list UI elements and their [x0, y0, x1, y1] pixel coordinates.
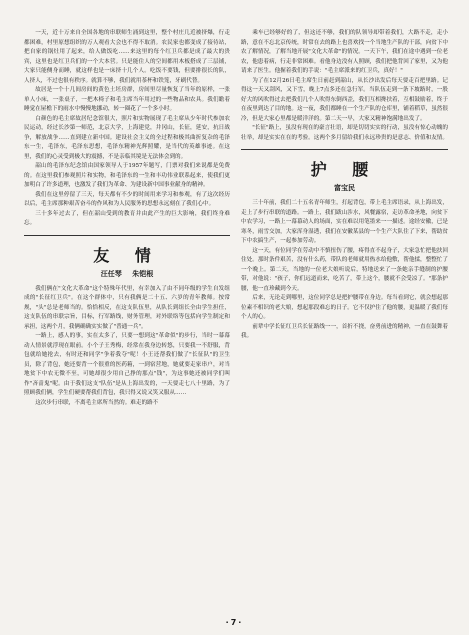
section-divider — [24, 235, 230, 236]
paragraph: 三十多年过去了，但在韶山受到的教育并由此产生的巨大影响，我们终身难忘。 — [24, 210, 230, 226]
author-name: 汪任琴 — [100, 268, 122, 278]
article-title: 护 腰 — [310, 160, 379, 179]
paragraph: "长征"路上，虽没有现在的豪言壮语，却是切切实实的行动，虽没有惊心动魄的壮举，却是实实在在的考验。这两个多月留给我们永远珍贵的是意志、价值和友情。 — [241, 125, 448, 141]
article-title: 友 情 — [93, 245, 161, 265]
paragraph: 故居是一个十几间房间的黄色土坯房群，房间里尽量恢复了当年的原样，一张单人小床，一张桌子，一把木椅子和毛主席当年用过的一些物品和农具。我们瞻着睡觉在屋檐下的雨水中慢慢地挪动，转一圈花了一个多小时。 — [24, 87, 230, 112]
paragraph: 我们俩在"文化大革命"这个特殊年代里，有幸加入了由不同年级的学生自发组成的"长征红卫兵"。在这个群体中，只有我俩是二十五、六岁的青年教师。按常规，"头"总是老师当的。恰恰相反，在这支队伍里，从队长到组长全由学生担任，这支队伍的串联宗旨，目标，行军路线，财务管理，对外联络等包括向学生制定和承担，这两个月，我俩确确实实做了"普通一兵"。 — [24, 285, 230, 330]
paragraph: 我们在这里停留了三天，每天都有不少的时间用来学习和参观，有了这次经历以后，毛主席那种艰苦奋斗的作风和为人民服务的思想永远刻在了我们心中。 — [24, 191, 230, 207]
author-name: 朱铠根 — [132, 268, 154, 278]
right-column — [241, 29, 448, 623]
article-body — [241, 199, 448, 342]
article-byline — [24, 268, 230, 280]
left-column — [24, 29, 230, 623]
paragraph: 这一天，有位同学在劳动中不慎扭伤了腰，疼得直不起身子，大家急忙把他扶回住处。那时条件艰苦，没有什么药，带队的老师就用热水给他敷，帮他揉，整整忙了一个晚上。第二天，当地的一位老大娘听说后，特地送来了一条她亲手缝制的护腰带，对他说："孩子，你们远道而来，吃苦了，带上这个，腰就不会受凉了。"那条护腰，他一直珍藏到今天。 — [241, 247, 448, 292]
paragraph: 前辈中学长征红卫兵长征路线一一，首折不挠，奋勇前进的精神，一直在鼓舞着我。 — [241, 323, 448, 339]
paragraph: 一路上，感人的事，实在太多了，只要一想到这"革命似"的步行，当时一幕幕动人情景就浮现在眼前。小个子王秀梅，经常在我身边转悠，只要我一不舒服，背包就给她抢去，有时还和同学"争着我夺"呢！小王还帮我们做了"长征队"的卫生员，除了背包，她还要背一个很重的医药箱，一到宿营地，她就要走家串户，对当地贫下中农无微不至，可她却很少用自己挣的那点"钱"，为这事她还被同学们叫作"吝啬鬼"呢。由于我们这支"队伍"是从上海出发的，一天要走七八十里路，为了照顾我们俩，学生们硬要帮我们背包，我只得又说又笑又服从…… — [24, 333, 230, 396]
paragraph: 韶山的毛泽东纪念馆由国家领导人于1957年题写，门票对我们来说都是免费的。在这里我们参观照片和实物，和毛泽东的一生和丰功伟业联系起来，使我们更加明白了许多道理，也激发了我们为革命、为建设新中国事业献身的精神。 — [24, 163, 230, 188]
page-number: ·7· — [225, 618, 244, 627]
right-continued-article — [241, 29, 448, 143]
article-byline — [241, 182, 448, 194]
paragraph: 乘车已经够好的了，但这还不够，我们的队领导却带着我们，大路不走，走小路，意在不忘北京传统，时常在去的路上也喜欢找一个当地生产队的干部，向贫下中农了解情况，了解当地开展"文化大革命"的情况。一天下午，我们在途中遇到一位老农，他患着病，行走非常困难。看他身边没有人照顾，我们把他背回了家里，又为他请来了医生。他握着我们的手说："毛主席派来的红卫兵，真好！" — [241, 30, 448, 74]
author-name: 富宝民 — [334, 183, 355, 192]
paragraph: 这次步行串联，不离毛主席所当然的。难走的路不 — [35, 399, 159, 406]
paragraph: 为了在12月26日毛主席生日前赶到韶山，从长沙出发后每天要走百把里路。记得这一天又刮风，又下雪，晚上7点多还在急行军。当队伍走到一条下坡路时，一股好大的风吹得过去把我们几个人吹得东倒西歪，我们互相搀扶着，互相鼓励着，终于在夜里到达了目的地。这一夜，我们都睡在一个生产队的仓库里，铺着稻草，虽然很冷，但是大家心里都是暖洋洋的。第二天一早，大家又精神饱满地出发了。 — [241, 77, 448, 122]
left-intro-article — [24, 29, 230, 229]
article-body — [24, 285, 230, 409]
section-divider — [241, 149, 448, 150]
paragraph: 后来，无论走到哪里，这位同学总是把护腰带在身边。每当看到它，就会想起那位素不相识的老大娘，想起那段难忘的日子。它不仅护住了他的腰，更温暖了我们每个人的心。 — [241, 295, 448, 320]
paragraph: 一天，近十万来自全国各地的串联师生涌到这里，整个村庄几近被挤爆，行走都困难，村里原想组织的万人观看大会也不得不取消。农民家也都变成了接待站，把自家的锅灶用了起来，给人做饭吃……来这里的每个红卫兵都是成了最大的贵宾，这里也是红卫兵们的一个大本营。只是能住人的空间都用木板搭成了三层铺，大家只能侧身而睡，就这样也是一床挤十几个人。吃饭不要钱，但要排很长的队，人挤人，不过也很有秩序。就算不够，我们就用茶杯和铁笼，牙刷代替。 — [24, 30, 230, 84]
paragraph: 白颜色的毛主席故居纪念馆很大，照片和实物展现了毛主席从少年时代参加农民运动，经过长沙第一师范，北京大学，上海建党，井冈山，长征，延安，抗日战争，解放战争……直到建立新中国。建设社会主义的全过程和极其曲折复杂的毛泽东一生，毛泽东，毛泽东思想，毛泽东精神光辉照耀，是当代的英雄事迹。在这里，我们的心灵受到极大的震撼，不是亲临其境是无法体会到的。 — [24, 115, 230, 160]
paragraph: 三十年前，我们二十五名青年师生，打起背包，带上毛主席语录，从上海出发，走上了步行串联的道路。一路上，我们跋山涉水，风餐露宿，走访革命圣地，向贫下中农学习，一路上一幕幕动人的场面，实在难以用笔墨来一一描述。途经安徽，已是寒冬，雨雪交加，大家浑身湿透，我们在安徽某县的一个生产大队住了下来，帮助贫下中农搞生产，一起参加劳动。 — [241, 200, 448, 244]
